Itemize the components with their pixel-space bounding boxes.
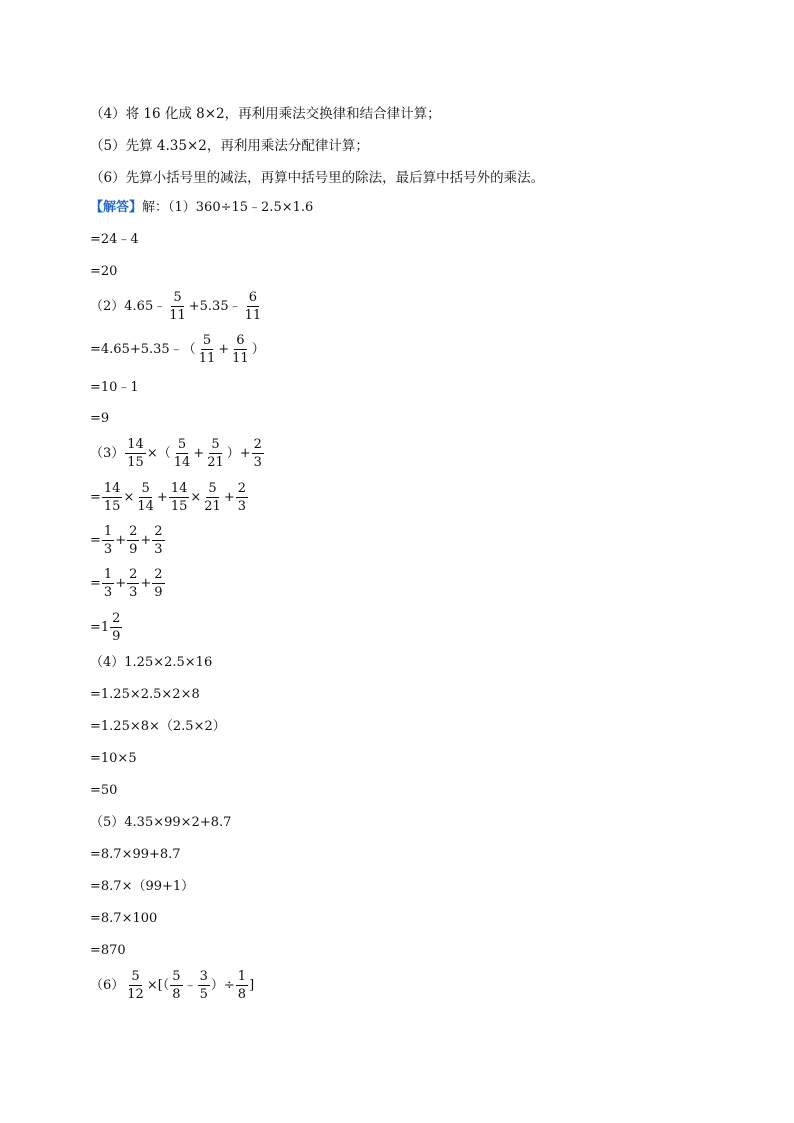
step-p1-1: =24﹣4 bbox=[90, 232, 139, 247]
step-p4-3: =10×5 bbox=[90, 751, 137, 766]
problem-6 bbox=[90, 969, 254, 1002]
fraction: $\frac{2}{3}$ bbox=[129, 567, 138, 600]
hint-4: （4）将 16 化成 8×2，再利用乘法交换律和结合律计算； bbox=[90, 106, 441, 122]
operator: ] bbox=[249, 977, 255, 993]
step-p3-4: =1 $\frac{2}{9}$ bbox=[90, 611, 121, 644]
fraction: $\frac{5}{12}$ bbox=[127, 969, 144, 1002]
step-p3-2: = $\frac{1}{3}$ + $\frac{2}{9}$ + $\frac{2}{3}$ bbox=[90, 524, 163, 557]
fraction: $\frac{6}{11}$ bbox=[244, 290, 262, 323]
hint-5: （5）先算 4.35×2，再利用乘法分配律计算； bbox=[90, 138, 369, 154]
step-p3-3: = $\frac{1}{3}$ + $\frac{2}{3}$ + $\frac{2}{9}$ bbox=[90, 567, 163, 600]
fraction: $\frac{14}{15}$ bbox=[103, 481, 121, 514]
operator: ﹣ bbox=[183, 977, 197, 993]
problem-6-label: （6） bbox=[90, 977, 125, 993]
operator: ×[（ bbox=[146, 977, 170, 993]
fraction: $\frac{2}{9}$ bbox=[112, 611, 121, 644]
fraction: $\frac{2}{9}$ bbox=[154, 567, 163, 600]
step-p4-4: =50 bbox=[90, 783, 118, 798]
problem-3-label: （3） bbox=[90, 445, 125, 461]
fraction: $\frac{14}{15}$ bbox=[170, 481, 188, 514]
fraction: $\frac{5}{21}$ bbox=[204, 481, 221, 514]
fraction: $\frac{3}{5}$ bbox=[199, 969, 208, 1002]
problem-4: （4）1.25×2.5×16 bbox=[90, 655, 213, 670]
problem-2-label: （2）4.65﹣ bbox=[90, 298, 167, 314]
problem-3 bbox=[90, 437, 265, 470]
operator: ）÷ bbox=[210, 977, 235, 993]
fraction: $\frac{5}{14}$ bbox=[137, 481, 154, 514]
step-p3-1: = $\frac{14}{15}$ × $\frac{5}{14}$ + $\frac{14}{15}$ × $\frac{5}{21}$ + $\frac{2}{3}$ bbox=[90, 481, 246, 514]
fraction: $\frac{6}{11}$ bbox=[232, 333, 249, 366]
fraction: $\frac{1}{8}$ bbox=[237, 969, 247, 1002]
step-p2-1: =4.65+5.35﹣（ $\frac{5}{11}$ + $\frac{6}{11}$ ） bbox=[90, 333, 265, 366]
fraction: $\frac{2}{3}$ bbox=[237, 481, 246, 514]
step-p4-2: =1.25×8×（2.5×2） bbox=[90, 719, 226, 734]
answer-intro: 解：（1）360÷15﹣2.5×1.6 bbox=[142, 200, 314, 215]
step-p5-3: =8.7×100 bbox=[90, 911, 158, 926]
operator: +5.35﹣ bbox=[188, 298, 242, 314]
operator: ）+ bbox=[226, 445, 251, 461]
step-p2-2: =10﹣1 bbox=[90, 380, 139, 395]
fraction: $\frac{5}{14}$ bbox=[173, 437, 191, 470]
fraction: $\frac{5}{11}$ bbox=[169, 290, 186, 323]
fraction: $\frac{2}{9}$ bbox=[129, 524, 138, 557]
step-p5-2: =8.7×（99+1） bbox=[90, 879, 195, 894]
fraction: $\frac{5}{21}$ bbox=[207, 437, 224, 470]
fraction: $\frac{5}{8}$ bbox=[172, 969, 181, 1002]
operator: + bbox=[193, 445, 205, 461]
operator: + bbox=[218, 341, 230, 357]
fraction: $\frac{14}{15}$ bbox=[127, 437, 144, 470]
fraction: $\frac{1}{3}$ bbox=[103, 524, 113, 557]
problem-5: （5）4.35×99×2+8.7 bbox=[90, 815, 232, 830]
step-p5-4: =870 bbox=[90, 943, 126, 958]
fraction: $\frac{2}{3}$ bbox=[154, 524, 163, 557]
step-p2-3: =9 bbox=[90, 411, 110, 426]
fraction: $\frac{1}{3}$ bbox=[103, 567, 113, 600]
problem-2 bbox=[90, 290, 264, 323]
operator: ×（ bbox=[146, 445, 171, 461]
hint-6: （6）先算小括号里的减法，再算中括号里的除法，最后算中括号外的乘法。 bbox=[90, 170, 545, 186]
step-p5-1: =8.7×99+8.7 bbox=[90, 847, 181, 862]
answer-tag: 【解答】 bbox=[90, 200, 143, 215]
step-p4-1: =1.25×2.5×2×8 bbox=[90, 687, 200, 702]
fraction: $\frac{2}{3}$ bbox=[253, 437, 262, 470]
answer-line bbox=[90, 200, 313, 216]
fraction: $\frac{5}{11}$ bbox=[198, 333, 216, 366]
step-p1-2: =20 bbox=[90, 264, 118, 279]
